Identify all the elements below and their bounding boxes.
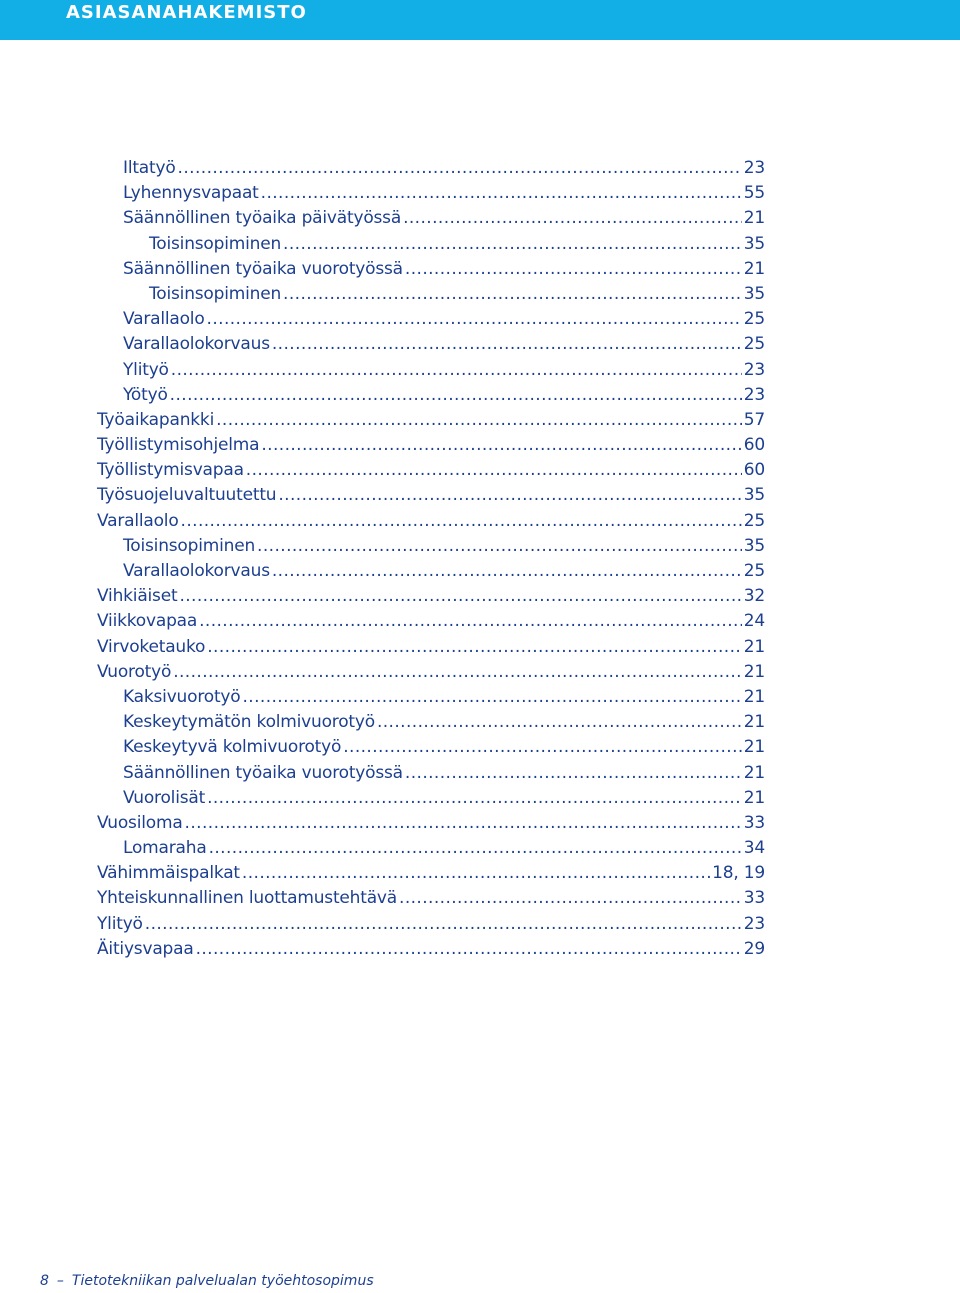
index-page-number: 25	[743, 309, 765, 330]
dot-leader	[343, 735, 742, 760]
dot-leader	[209, 836, 742, 861]
dot-leader	[405, 761, 742, 786]
index-term: Keskeytyvä kolmivuorotyö	[123, 737, 342, 758]
dot-leader	[283, 282, 742, 307]
dot-leader	[405, 257, 742, 282]
index-page-number: 25	[743, 334, 765, 355]
dot-leader	[196, 937, 742, 962]
dot-leader	[170, 383, 742, 408]
index-term: Viikkovapaa	[97, 611, 198, 632]
index-term: Säännöllinen työaika vuorotyössä	[123, 258, 403, 279]
index-entry	[97, 458, 765, 483]
index-entry	[97, 584, 765, 609]
dot-leader	[242, 685, 741, 710]
dot-leader	[272, 332, 742, 357]
document-title: Tietotekniikan palvelualan työehtosopimus	[71, 1273, 374, 1289]
index-entry	[97, 912, 765, 937]
index-term: Äitiysvapaa	[97, 938, 194, 959]
header-bar	[0, 0, 960, 40]
index-term: Vuorotyö	[97, 661, 172, 682]
index-term: Toisinsopiminen	[149, 233, 282, 254]
index-term: Työaikapankki	[97, 409, 215, 430]
index-term: Toisinsopiminen	[123, 535, 256, 556]
index-page-number: 21	[743, 787, 765, 808]
index-page-number: 33	[743, 812, 765, 833]
dot-leader	[403, 206, 742, 231]
index-entry	[123, 836, 765, 861]
index-term: Yötyö	[123, 384, 168, 405]
index-term: Ylityö	[123, 359, 169, 380]
index-entry	[123, 156, 765, 181]
dot-leader	[278, 483, 741, 508]
index-page-number: 35	[743, 485, 765, 506]
dot-leader	[207, 786, 742, 811]
index-entry	[123, 735, 765, 760]
index-entry	[97, 937, 765, 962]
index-page-number: 34	[743, 838, 765, 859]
index-entry	[123, 559, 765, 584]
dot-leader	[377, 710, 742, 735]
index-page-number: 23	[743, 359, 765, 380]
dot-leader	[283, 232, 742, 257]
index-page-number: 57	[743, 409, 765, 430]
dot-leader	[185, 811, 742, 836]
page-footer	[40, 1270, 374, 1292]
footer-separator: –	[56, 1273, 64, 1289]
index-entry	[97, 509, 765, 534]
index-page-number: 23	[743, 158, 765, 178]
index-page-number: 29	[743, 938, 765, 959]
index-entry	[123, 534, 765, 559]
index-term: Vihkiäiset	[97, 586, 178, 607]
index-entry	[97, 660, 765, 685]
index-entry	[97, 886, 765, 911]
index-term: Keskeytymätön kolmivuorotyö	[123, 712, 375, 733]
index-page-number: 18, 19	[712, 863, 765, 884]
dot-leader	[207, 307, 742, 332]
index-page-number: 35	[743, 283, 765, 304]
dot-leader	[216, 408, 742, 433]
index-page-number: 55	[743, 183, 765, 204]
index-term: Vähimmäispalkat	[97, 863, 240, 884]
dot-leader	[207, 635, 742, 660]
dot-leader	[199, 609, 742, 634]
index-page-number: 32	[743, 586, 765, 607]
dot-leader	[257, 534, 742, 559]
index-term: Vuosiloma	[97, 812, 183, 833]
index-entry	[123, 710, 765, 735]
index-term: Kaksivuorotyö	[123, 686, 241, 707]
index-term: Varallaolokorvaus	[123, 334, 270, 355]
index-entry	[123, 761, 765, 786]
index-entry	[97, 811, 765, 836]
dot-leader	[181, 509, 742, 534]
index-term: Varallaolo	[123, 309, 205, 330]
index-entry	[123, 206, 765, 231]
index-page-number: 24	[743, 611, 765, 632]
dot-leader	[171, 358, 742, 383]
index-entry	[97, 861, 765, 886]
index-page-number: 35	[743, 535, 765, 556]
index-entry	[123, 383, 765, 408]
index-list	[0, 156, 960, 962]
index-page-number: 21	[743, 737, 765, 758]
index-page-number: 21	[743, 686, 765, 707]
index-page-number: 21	[743, 258, 765, 279]
index-page-number: 23	[743, 384, 765, 405]
index-page-number: 35	[743, 233, 765, 254]
index-term: Ylityö	[97, 913, 143, 934]
dot-leader	[261, 433, 741, 458]
dot-leader	[173, 660, 742, 685]
index-entry	[123, 257, 765, 282]
index-term: Lyhennysvapaat	[123, 183, 259, 204]
index-term: Säännöllinen työaika päivätyössä	[123, 208, 402, 229]
index-term: Työllistymisvapaa	[97, 460, 244, 481]
index-page-number: 21	[743, 712, 765, 733]
dot-leader	[179, 584, 741, 609]
page-number: 8	[40, 1273, 49, 1289]
index-term: Yhteiskunnallinen luottamustehtävä	[97, 888, 398, 909]
index-entry	[123, 332, 765, 357]
index-page-number: 60	[743, 435, 765, 456]
index-entry	[123, 685, 765, 710]
index-term: Säännöllinen työaika vuorotyössä	[123, 762, 403, 783]
dot-leader	[399, 886, 742, 911]
index-page-number: 25	[743, 561, 765, 581]
index-entry	[97, 609, 765, 634]
index-term: Lomaraha	[123, 838, 207, 859]
index-term: Iltatyö	[123, 158, 176, 178]
index-entry	[123, 181, 765, 206]
index-entry	[123, 358, 765, 383]
index-term: Työsuojeluvaltuutettu	[97, 485, 277, 506]
dot-leader	[272, 559, 742, 584]
index-page-number: 60	[743, 460, 765, 481]
index-entry	[149, 282, 765, 307]
dot-leader	[246, 458, 742, 483]
index-entry	[123, 786, 765, 811]
index-term: Virvoketauko	[97, 636, 206, 657]
index-entry	[97, 635, 765, 660]
index-entry	[149, 232, 765, 257]
index-entry	[97, 408, 765, 433]
index-term: Toisinsopiminen	[149, 283, 282, 304]
page-title: ASIASANAHAKEMISTO	[66, 2, 307, 23]
dot-leader	[261, 181, 742, 206]
index-page-number: 33	[743, 888, 765, 909]
dot-leader	[145, 912, 742, 937]
index-term: Työllistymisohjelma	[97, 435, 260, 456]
index-page-number: 21	[743, 762, 765, 783]
index-page-number: 21	[743, 208, 765, 229]
index-entry	[97, 483, 765, 508]
index-entry	[97, 433, 765, 458]
dot-leader	[178, 156, 742, 181]
index-page-number: 21	[743, 636, 765, 657]
index-term: Varallaolo	[97, 510, 179, 531]
dot-leader	[242, 861, 710, 886]
index-term: Vuorolisät	[123, 787, 206, 808]
index-page-number: 25	[743, 510, 765, 531]
index-term: Varallaolokorvaus	[123, 561, 270, 581]
index-page-number: 21	[743, 661, 765, 682]
index-page-number: 23	[743, 913, 765, 934]
index-entry	[123, 307, 765, 332]
